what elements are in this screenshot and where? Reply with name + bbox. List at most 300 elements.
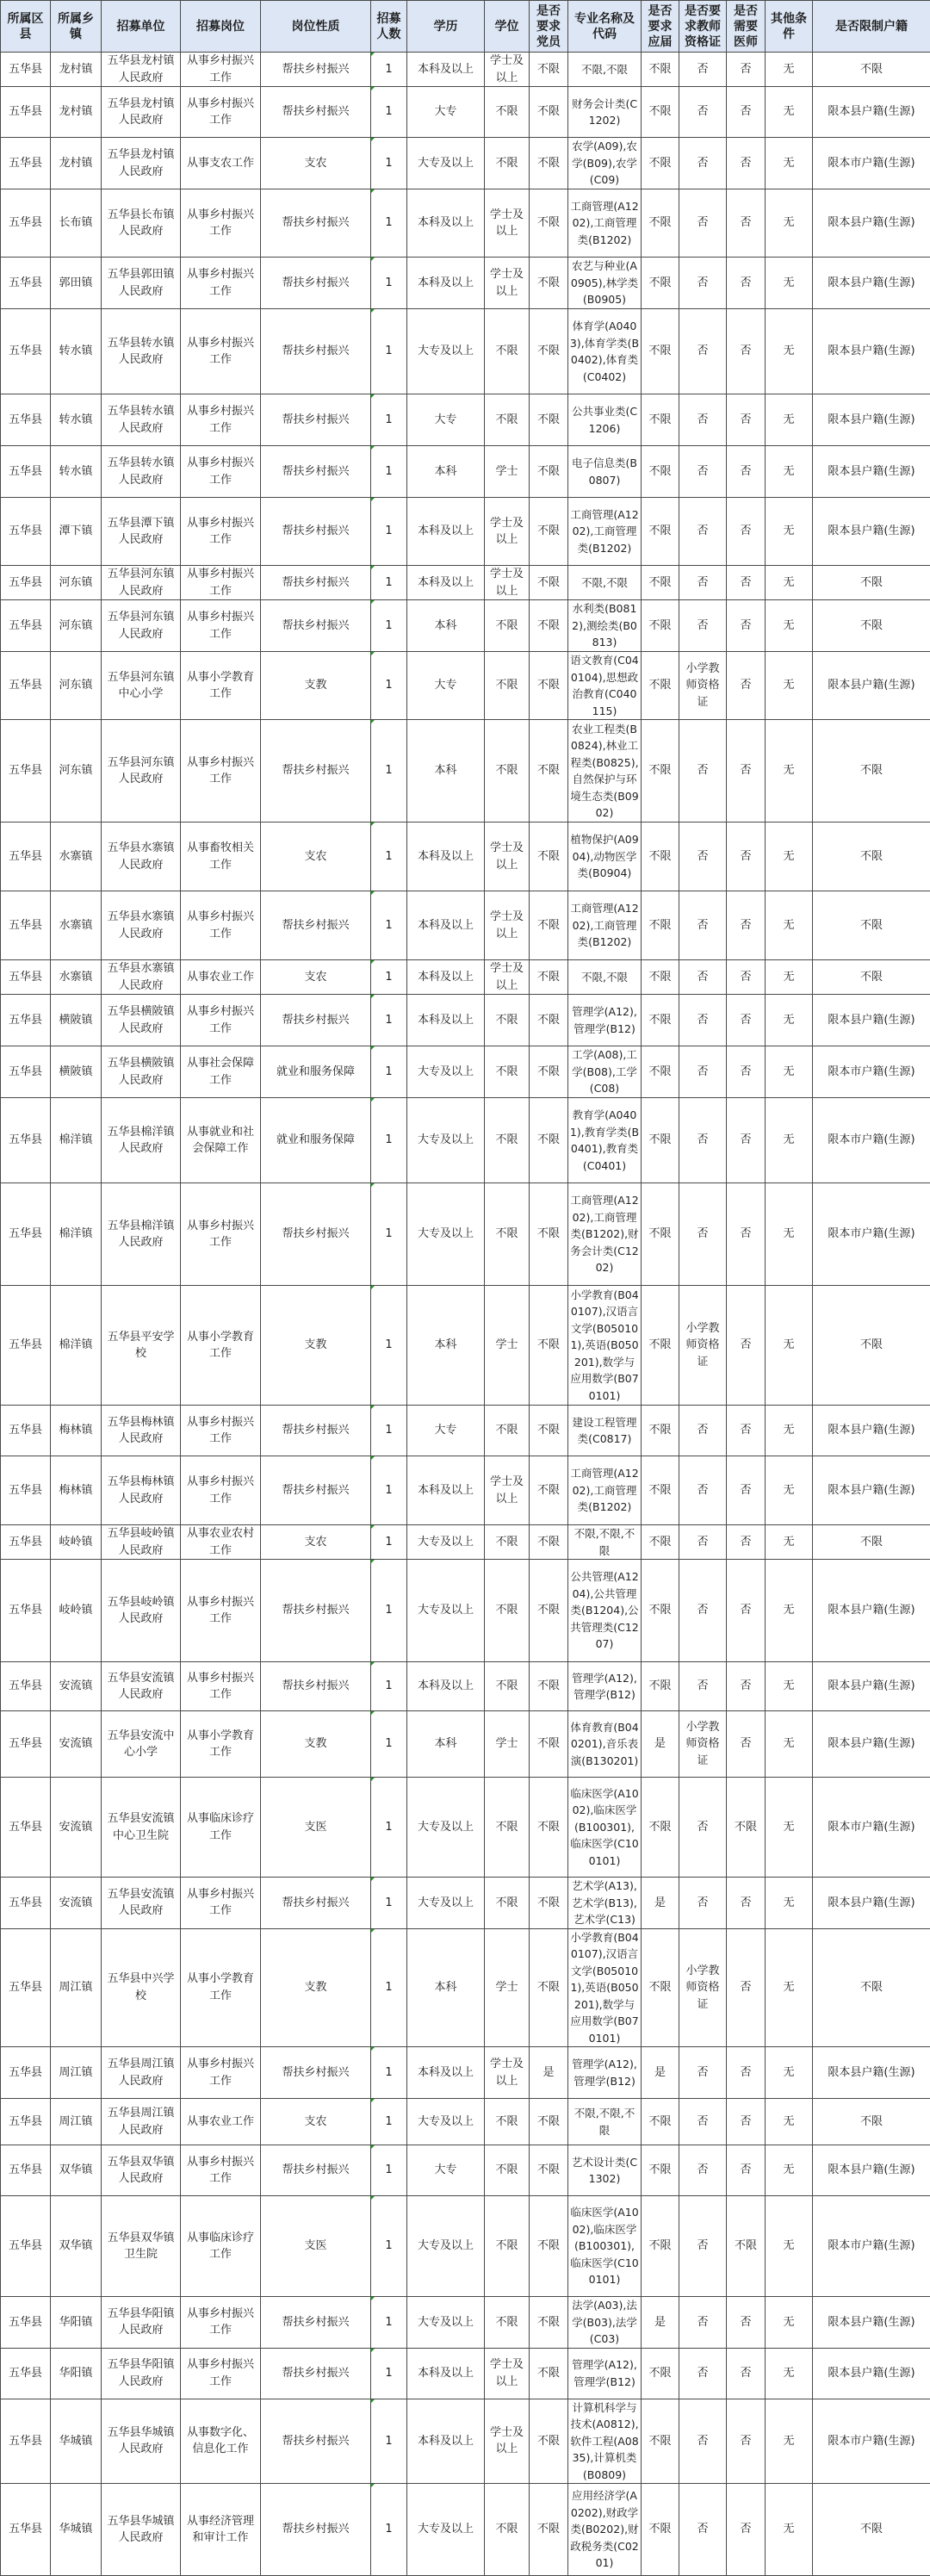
cell-headcount: 1 — [371, 720, 407, 822]
table-row — [1, 258, 930, 309]
cell-education: 本科及以上 — [407, 2348, 485, 2399]
cell-fresh-grad: 不限 — [642, 1456, 679, 1525]
cell-county: 五华县 — [1, 2099, 51, 2145]
cell-fresh-grad: 不限 — [642, 2348, 679, 2399]
cell-degree: 不限 — [485, 87, 530, 138]
cell-major: 临床医学(A1002),临床医学(B100301),临床医学(C100101) — [568, 2196, 642, 2297]
cell-party-member: 不限 — [530, 2297, 568, 2349]
cell-post: 从事乡村振兴工作 — [181, 446, 261, 498]
cell-post: 从事乡村振兴工作 — [181, 2047, 261, 2099]
table-row — [1, 995, 930, 1046]
table-row — [1, 1560, 930, 1662]
cell-physician: 否 — [727, 2047, 766, 2099]
cell-physician: 否 — [727, 1525, 766, 1560]
cell-physician: 否 — [727, 822, 766, 891]
cell-headcount: 1 — [371, 53, 407, 87]
cell-party-member: 不限 — [530, 446, 568, 498]
cell-household-registration: 限本县户籍(生源) — [813, 189, 930, 258]
cell-party-member: 不限 — [530, 1456, 568, 1525]
cell-major: 工商管理(A1202),工商管理类(B1202) — [568, 1456, 642, 1525]
table-header-row — [1, 1, 930, 53]
cell-fresh-grad: 不限 — [642, 2399, 679, 2484]
cell-teacher-cert: 否 — [679, 2196, 727, 2297]
cell-household-registration: 限本市户籍(生源) — [813, 1778, 930, 1878]
cell-household-registration: 限本市户籍(生源) — [813, 1183, 930, 1286]
cell-physician: 否 — [727, 394, 766, 446]
cell-headcount: 1 — [371, 2145, 407, 2196]
cell-physician: 否 — [727, 2145, 766, 2196]
table-row — [1, 394, 930, 446]
cell-county: 五华县 — [1, 1286, 51, 1406]
cell-household-registration: 限本县户籍(生源) — [813, 2348, 930, 2399]
cell-education: 大专 — [407, 87, 485, 138]
cell-party-member: 不限 — [530, 138, 568, 189]
cell-education: 本科及以上 — [407, 822, 485, 891]
table-row — [1, 309, 930, 394]
cell-party-member: 不限 — [530, 822, 568, 891]
cell-town: 龙村镇 — [51, 138, 102, 189]
cell-household-registration: 限本县户籍(生源) — [813, 446, 930, 498]
cell-county: 五华县 — [1, 1098, 51, 1183]
cell-post: 从事乡村振兴工作 — [181, 2145, 261, 2196]
cell-fresh-grad: 不限 — [642, 1406, 679, 1456]
cell-household-registration: 限本县户籍(生源) — [813, 995, 930, 1046]
cell-education: 本科 — [407, 1928, 485, 2047]
cell-county: 五华县 — [1, 189, 51, 258]
cell-fresh-grad: 不限 — [642, 960, 679, 995]
cell-degree: 学士 — [485, 1286, 530, 1406]
cell-fresh-grad: 是 — [642, 1711, 679, 1778]
cell-post-nature: 帮扶乡村振兴 — [261, 1183, 371, 1286]
cell-post: 从事小学教育工作 — [181, 652, 261, 720]
table-row — [1, 960, 930, 995]
cell-unit: 五华县中兴学校 — [102, 1928, 181, 2047]
cell-major: 体育学(A0403),体育学类(B0402),体育类(C0402) — [568, 309, 642, 394]
cell-major: 财务会计类(C1202) — [568, 87, 642, 138]
cell-town: 安流镇 — [51, 1662, 102, 1711]
cell-education: 大专及以上 — [407, 2196, 485, 2297]
cell-post-nature: 帮扶乡村振兴 — [261, 2145, 371, 2196]
column-header-post: 招募岗位 — [181, 1, 261, 53]
column-header-other-conditions: 其他条件 — [766, 1, 813, 53]
cell-education: 大专及以上 — [407, 2099, 485, 2145]
cell-other-conditions: 无 — [766, 1046, 813, 1098]
cell-major: 语文教育(C040104),思想政治教育(C040115) — [568, 652, 642, 720]
cell-teacher-cert: 否 — [679, 960, 727, 995]
cell-education: 大专及以上 — [407, 1046, 485, 1098]
cell-other-conditions: 无 — [766, 2196, 813, 2297]
cell-education: 大专及以上 — [407, 1098, 485, 1183]
cell-county: 五华县 — [1, 891, 51, 960]
cell-teacher-cert: 小学教师资格证 — [679, 1711, 727, 1778]
cell-education: 大专及以上 — [407, 309, 485, 394]
cell-teacher-cert: 否 — [679, 2348, 727, 2399]
cell-fresh-grad: 不限 — [642, 394, 679, 446]
column-header-county: 所属区县 — [1, 1, 51, 53]
cell-post-nature: 帮扶乡村振兴 — [261, 87, 371, 138]
cell-fresh-grad: 不限 — [642, 1046, 679, 1098]
cell-headcount: 1 — [371, 1560, 407, 1662]
cell-teacher-cert: 否 — [679, 995, 727, 1046]
cell-degree: 不限 — [485, 2297, 530, 2349]
cell-major: 工学(A08),工学(B08),工学(C08) — [568, 1046, 642, 1098]
cell-post: 从事支农工作 — [181, 138, 261, 189]
cell-other-conditions: 无 — [766, 1183, 813, 1286]
cell-teacher-cert: 小学教师资格证 — [679, 1286, 727, 1406]
cell-household-registration: 限本县户籍(生源) — [813, 1406, 930, 1456]
cell-unit: 五华县双华镇人民政府 — [102, 2145, 181, 2196]
cell-post-nature: 帮扶乡村振兴 — [261, 2348, 371, 2399]
table-row — [1, 1778, 930, 1878]
cell-education: 本科及以上 — [407, 2399, 485, 2484]
cell-degree: 不限 — [485, 1560, 530, 1662]
cell-county: 五华县 — [1, 2145, 51, 2196]
cell-post-nature: 支医 — [261, 1778, 371, 1878]
cell-party-member: 不限 — [530, 960, 568, 995]
cell-unit: 五华县河东镇人民政府 — [102, 600, 181, 652]
cell-headcount: 1 — [371, 189, 407, 258]
cell-post: 从事乡村振兴工作 — [181, 53, 261, 87]
cell-county: 五华县 — [1, 1183, 51, 1286]
cell-major: 应用经济学(A0202),财政学类(B0202),财政税务类(C0201) — [568, 2484, 642, 2576]
cell-post-nature: 支教 — [261, 1928, 371, 2047]
cell-post: 从事农业农村工作 — [181, 1525, 261, 1560]
cell-teacher-cert: 否 — [679, 1046, 727, 1098]
cell-physician: 否 — [727, 652, 766, 720]
cell-post: 从事小学教育工作 — [181, 1286, 261, 1406]
cell-other-conditions: 无 — [766, 995, 813, 1046]
cell-post: 从事数字化、信息化工作 — [181, 2399, 261, 2484]
table-row — [1, 2297, 930, 2349]
cell-fresh-grad: 不限 — [642, 2196, 679, 2297]
cell-degree: 学士 — [485, 1711, 530, 1778]
cell-education: 本科 — [407, 600, 485, 652]
cell-household-registration: 限本县户籍(生源) — [813, 498, 930, 566]
cell-post: 从事就业和社会保障工作 — [181, 1098, 261, 1183]
cell-other-conditions: 无 — [766, 652, 813, 720]
cell-household-registration: 不限 — [813, 891, 930, 960]
cell-fresh-grad: 不限 — [642, 1286, 679, 1406]
cell-other-conditions: 无 — [766, 189, 813, 258]
cell-post: 从事小学教育工作 — [181, 1711, 261, 1778]
cell-party-member: 不限 — [530, 87, 568, 138]
cell-major: 植物保护(A0904),动物医学类(B0904) — [568, 822, 642, 891]
cell-degree: 学士及以上 — [485, 566, 530, 600]
cell-post-nature: 支教 — [261, 1286, 371, 1406]
cell-party-member: 不限 — [530, 1560, 568, 1662]
cell-post: 从事乡村振兴工作 — [181, 1456, 261, 1525]
cell-other-conditions: 无 — [766, 1560, 813, 1662]
cell-other-conditions: 无 — [766, 720, 813, 822]
cell-education: 大专及以上 — [407, 138, 485, 189]
cell-degree: 学士及以上 — [485, 53, 530, 87]
cell-other-conditions: 无 — [766, 1711, 813, 1778]
cell-post-nature: 帮扶乡村振兴 — [261, 53, 371, 87]
column-header-household-registration: 是否限制户籍 — [813, 1, 930, 53]
cell-fresh-grad: 不限 — [642, 1928, 679, 2047]
cell-county: 五华县 — [1, 2348, 51, 2399]
cell-party-member: 不限 — [530, 1183, 568, 1286]
cell-degree: 不限 — [485, 2099, 530, 2145]
cell-major: 工商管理(A1202),工商管理类(B1202),财务会计类(C1202) — [568, 1183, 642, 1286]
cell-major: 不限,不限,不限 — [568, 1525, 642, 1560]
cell-other-conditions: 无 — [766, 2297, 813, 2349]
cell-degree: 不限 — [485, 995, 530, 1046]
cell-post: 从事社会保障工作 — [181, 1046, 261, 1098]
cell-other-conditions: 无 — [766, 2484, 813, 2576]
table-row — [1, 2047, 930, 2099]
cell-other-conditions: 无 — [766, 1878, 813, 1929]
cell-fresh-grad: 不限 — [642, 1778, 679, 1878]
cell-post-nature: 支农 — [261, 138, 371, 189]
cell-major: 法学(A03),法学(B03),法学(C03) — [568, 2297, 642, 2349]
cell-headcount: 1 — [371, 960, 407, 995]
cell-education: 本科及以上 — [407, 891, 485, 960]
cell-major: 农艺与种业(A0905),林学类(B0905) — [568, 258, 642, 309]
cell-headcount: 1 — [371, 1525, 407, 1560]
cell-unit: 五华县龙村镇人民政府 — [102, 53, 181, 87]
cell-post-nature: 就业和服务保障 — [261, 1046, 371, 1098]
cell-household-registration: 限本县户籍(生源) — [813, 2047, 930, 2099]
cell-household-registration: 不限 — [813, 566, 930, 600]
column-header-town: 所属乡镇 — [51, 1, 102, 53]
cell-education: 本科及以上 — [407, 960, 485, 995]
cell-degree: 学士 — [485, 1928, 530, 2047]
cell-headcount: 1 — [371, 1183, 407, 1286]
cell-education: 大专及以上 — [407, 2297, 485, 2349]
cell-degree: 不限 — [485, 2145, 530, 2196]
cell-town: 华城镇 — [51, 2399, 102, 2484]
cell-town: 安流镇 — [51, 1778, 102, 1878]
cell-town: 双华镇 — [51, 2196, 102, 2297]
cell-post: 从事农业工作 — [181, 2099, 261, 2145]
cell-degree: 学士及以上 — [485, 2047, 530, 2099]
cell-party-member: 不限 — [530, 566, 568, 600]
cell-major: 艺术学(A13),艺术学(B13),艺术学(C13) — [568, 1878, 642, 1929]
cell-other-conditions: 无 — [766, 2099, 813, 2145]
cell-town: 棉洋镇 — [51, 1098, 102, 1183]
column-header-degree: 学位 — [485, 1, 530, 53]
cell-major: 不限,不限 — [568, 53, 642, 87]
cell-major: 临床医学(A1002),临床医学(B100301),临床医学(C100101) — [568, 1778, 642, 1878]
cell-county: 五华县 — [1, 1928, 51, 2047]
cell-education: 大专 — [407, 394, 485, 446]
cell-unit: 五华县水寨镇人民政府 — [102, 822, 181, 891]
cell-post: 从事小学教育工作 — [181, 1928, 261, 2047]
cell-post-nature: 帮扶乡村振兴 — [261, 995, 371, 1046]
cell-fresh-grad: 不限 — [642, 446, 679, 498]
cell-post: 从事乡村振兴工作 — [181, 87, 261, 138]
cell-post: 从事乡村振兴工作 — [181, 1406, 261, 1456]
cell-degree: 不限 — [485, 1525, 530, 1560]
cell-teacher-cert: 否 — [679, 2484, 727, 2576]
cell-unit: 五华县潭下镇人民政府 — [102, 498, 181, 566]
cell-party-member: 不限 — [530, 1711, 568, 1778]
cell-unit: 五华县转水镇人民政府 — [102, 394, 181, 446]
cell-teacher-cert: 否 — [679, 2399, 727, 2484]
cell-household-registration: 限本市户籍(生源) — [813, 138, 930, 189]
cell-headcount: 1 — [371, 891, 407, 960]
cell-unit: 五华县安流镇中心卫生院 — [102, 1778, 181, 1878]
cell-unit: 五华县华城镇人民政府 — [102, 2484, 181, 2576]
cell-post: 从事临床诊疗工作 — [181, 2196, 261, 2297]
cell-post-nature: 帮扶乡村振兴 — [261, 566, 371, 600]
cell-fresh-grad: 不限 — [642, 138, 679, 189]
column-header-major: 专业名称及代码 — [568, 1, 642, 53]
cell-fresh-grad: 不限 — [642, 891, 679, 960]
cell-post-nature: 支农 — [261, 822, 371, 891]
cell-post-nature: 帮扶乡村振兴 — [261, 1878, 371, 1929]
cell-town: 安流镇 — [51, 1711, 102, 1778]
cell-physician: 否 — [727, 1183, 766, 1286]
cell-party-member: 是 — [530, 2047, 568, 2099]
cell-education: 本科及以上 — [407, 995, 485, 1046]
cell-post: 从事经济管理和审计工作 — [181, 2484, 261, 2576]
cell-post: 从事乡村振兴工作 — [181, 258, 261, 309]
cell-major: 电子信息类(B0807) — [568, 446, 642, 498]
cell-post: 从事乡村振兴工作 — [181, 1183, 261, 1286]
cell-unit: 五华县棉洋镇人民政府 — [102, 1183, 181, 1286]
cell-headcount: 1 — [371, 138, 407, 189]
cell-household-registration: 不限 — [813, 1286, 930, 1406]
cell-major: 水利类(B0812),测绘类(B0813) — [568, 600, 642, 652]
cell-unit: 五华县安流中心小学 — [102, 1711, 181, 1778]
cell-headcount: 1 — [371, 1778, 407, 1878]
cell-headcount: 1 — [371, 1406, 407, 1456]
cell-household-registration: 限本县户籍(生源) — [813, 1560, 930, 1662]
cell-unit: 五华县长布镇人民政府 — [102, 189, 181, 258]
cell-teacher-cert: 否 — [679, 2297, 727, 2349]
cell-fresh-grad: 不限 — [642, 1662, 679, 1711]
cell-town: 水寨镇 — [51, 822, 102, 891]
cell-post-nature: 帮扶乡村振兴 — [261, 720, 371, 822]
cell-party-member: 不限 — [530, 2348, 568, 2399]
cell-fresh-grad: 是 — [642, 1878, 679, 1929]
cell-fresh-grad: 不限 — [642, 258, 679, 309]
cell-post: 从事临床诊疗工作 — [181, 1778, 261, 1878]
cell-post: 从事乡村振兴工作 — [181, 995, 261, 1046]
cell-post: 从事乡村振兴工作 — [181, 2297, 261, 2349]
cell-unit: 五华县郭田镇人民政府 — [102, 258, 181, 309]
cell-unit: 五华县周江镇人民政府 — [102, 2047, 181, 2099]
cell-headcount: 1 — [371, 822, 407, 891]
cell-post-nature: 帮扶乡村振兴 — [261, 1456, 371, 1525]
cell-county: 五华县 — [1, 1711, 51, 1778]
cell-major: 小学教育(B040107),汉语言文学(B050101),英语(B050201),数学与应用数学(B070101) — [568, 1286, 642, 1406]
cell-education: 大专及以上 — [407, 1183, 485, 1286]
cell-unit: 五华县棉洋镇人民政府 — [102, 1098, 181, 1183]
cell-headcount: 1 — [371, 394, 407, 446]
cell-unit: 五华县华阳镇人民政府 — [102, 2348, 181, 2399]
cell-physician: 不限 — [727, 1778, 766, 1878]
cell-unit: 五华县华阳镇人民政府 — [102, 2297, 181, 2349]
cell-town: 梅林镇 — [51, 1406, 102, 1456]
cell-party-member: 不限 — [530, 1525, 568, 1560]
cell-post-nature: 支农 — [261, 2099, 371, 2145]
cell-fresh-grad: 不限 — [642, 600, 679, 652]
cell-party-member: 不限 — [530, 2099, 568, 2145]
cell-physician: 否 — [727, 138, 766, 189]
cell-degree: 学士及以上 — [485, 891, 530, 960]
cell-degree: 不限 — [485, 600, 530, 652]
cell-physician: 否 — [727, 1928, 766, 2047]
cell-household-registration: 不限 — [813, 2484, 930, 2576]
table-row — [1, 1928, 930, 2047]
cell-town: 转水镇 — [51, 446, 102, 498]
cell-major: 艺术设计类(C1302) — [568, 2145, 642, 2196]
cell-fresh-grad: 不限 — [642, 87, 679, 138]
cell-headcount: 1 — [371, 2348, 407, 2399]
cell-major: 教育学(A0401),教育学类(B0401),教育类(C0401) — [568, 1098, 642, 1183]
cell-household-registration: 限本县户籍(生源) — [813, 258, 930, 309]
cell-household-registration: 限本县户籍(生源) — [813, 1456, 930, 1525]
cell-degree: 学士及以上 — [485, 960, 530, 995]
cell-teacher-cert: 否 — [679, 1662, 727, 1711]
cell-other-conditions: 无 — [766, 2145, 813, 2196]
cell-party-member: 不限 — [530, 1662, 568, 1711]
cell-county: 五华县 — [1, 1878, 51, 1929]
cell-unit: 五华县岐岭镇人民政府 — [102, 1525, 181, 1560]
cell-county: 五华县 — [1, 2297, 51, 2349]
cell-post-nature: 支教 — [261, 1711, 371, 1778]
cell-unit: 五华县水寨镇人民政府 — [102, 891, 181, 960]
cell-degree: 学士及以上 — [485, 498, 530, 566]
cell-headcount: 1 — [371, 1286, 407, 1406]
cell-major: 小学教育(B040107),汉语言文学(B050101),英语(B050201),数学与应用数学(B070101) — [568, 1928, 642, 2047]
cell-post-nature: 支农 — [261, 960, 371, 995]
cell-fresh-grad: 不限 — [642, 2484, 679, 2576]
cell-major: 建设工程管理类(C0817) — [568, 1406, 642, 1456]
cell-teacher-cert: 否 — [679, 1183, 727, 1286]
cell-post-nature: 帮扶乡村振兴 — [261, 498, 371, 566]
column-header-headcount: 招募人数 — [371, 1, 407, 53]
cell-physician: 不限 — [727, 2196, 766, 2297]
cell-degree: 不限 — [485, 1098, 530, 1183]
cell-degree: 不限 — [485, 1662, 530, 1711]
cell-education: 大专及以上 — [407, 1878, 485, 1929]
table-row — [1, 2196, 930, 2297]
cell-household-registration: 限本县户籍(生源) — [813, 652, 930, 720]
cell-teacher-cert: 否 — [679, 53, 727, 87]
cell-town: 龙村镇 — [51, 87, 102, 138]
cell-household-registration: 限本市户籍(生源) — [813, 1098, 930, 1183]
cell-county: 五华县 — [1, 53, 51, 87]
cell-household-registration: 限本县户籍(生源) — [813, 1662, 930, 1711]
cell-other-conditions: 无 — [766, 891, 813, 960]
cell-physician: 否 — [727, 309, 766, 394]
cell-household-registration: 限本市户籍(生源) — [813, 2196, 930, 2297]
cell-degree: 不限 — [485, 138, 530, 189]
cell-county: 五华县 — [1, 138, 51, 189]
cell-town: 横陂镇 — [51, 995, 102, 1046]
cell-post: 从事乡村振兴工作 — [181, 309, 261, 394]
cell-post: 从事乡村振兴工作 — [181, 720, 261, 822]
cell-county: 五华县 — [1, 2196, 51, 2297]
cell-physician: 否 — [727, 891, 766, 960]
cell-physician: 否 — [727, 1046, 766, 1098]
cell-physician: 否 — [727, 720, 766, 822]
cell-county: 五华县 — [1, 1778, 51, 1878]
cell-county: 五华县 — [1, 822, 51, 891]
cell-major: 管理学(A12),管理学(B12) — [568, 1662, 642, 1711]
cell-unit: 五华县龙村镇人民政府 — [102, 138, 181, 189]
cell-town: 水寨镇 — [51, 891, 102, 960]
cell-other-conditions: 无 — [766, 1098, 813, 1183]
table-row — [1, 138, 930, 189]
table-row — [1, 1525, 930, 1560]
cell-major: 体育教育(B040201),音乐表演(B130201) — [568, 1711, 642, 1778]
cell-other-conditions: 无 — [766, 1525, 813, 1560]
